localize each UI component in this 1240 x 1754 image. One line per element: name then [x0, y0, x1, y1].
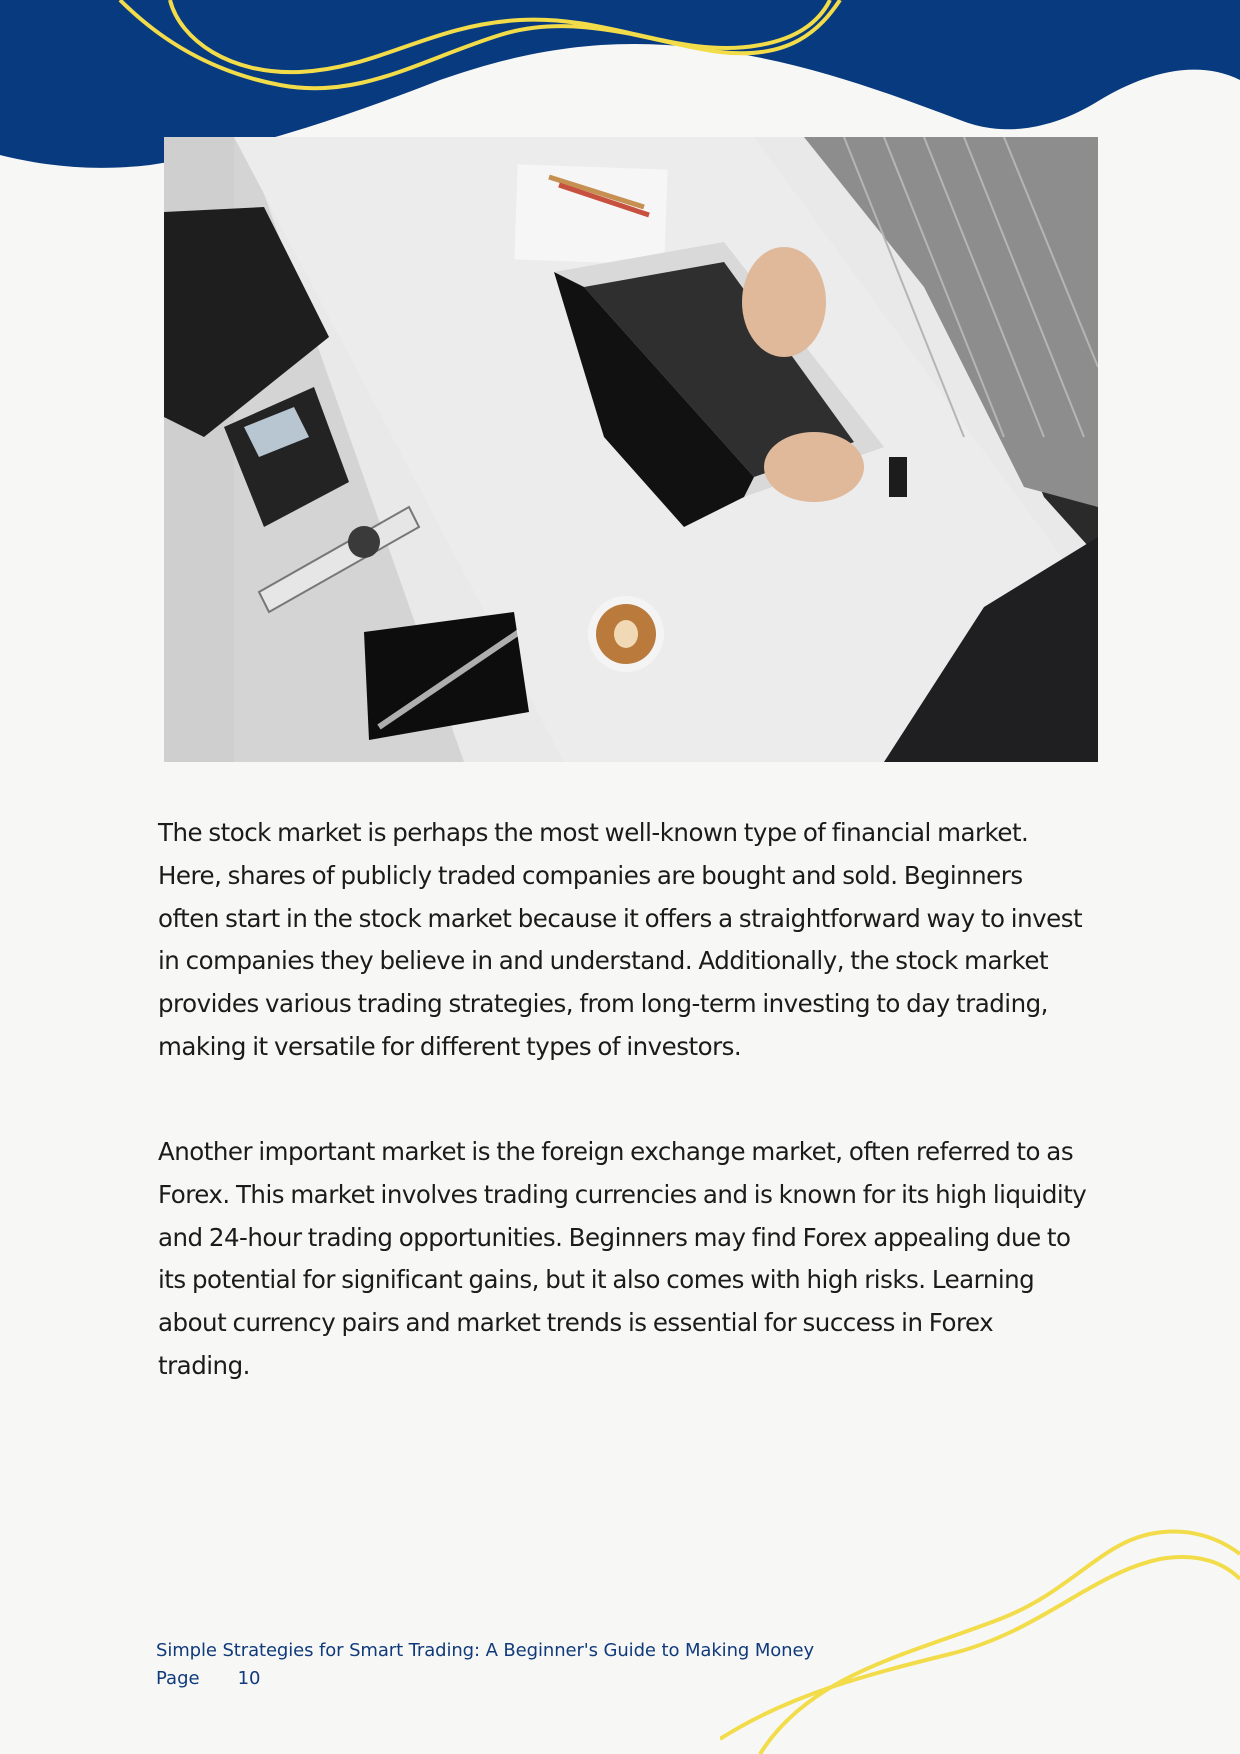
footer-page-number: 10 — [237, 1668, 261, 1689]
footer-book-title: Simple Strategies for Smart Trading: A Beginner's Guide to Making Money — [156, 1640, 815, 1661]
footer-page-indicator — [156, 1664, 814, 1694]
page-footer — [156, 1638, 814, 1694]
body-paragraph-forex: Another important market is the foreign exchange market, often referred to as Forex. This market involves trading currencies and is known for its high liquidity and 24-hour trading opportunities. Beginners may find Forex appealing due to its potential for significant gains, but it also comes with high risks. Learning about currency pairs and market trends is essential for success in Forex trading. — [158, 1137, 1087, 1380]
body-paragraph-stock-market: The stock market is perhaps the most well-known type of financial market. Here, shares of publicly traded companies are bought and sold. Beginners often start in the stock market because it offers a straightforward way to invest in companies they believe in and understand. Additionally, the stock market provides various trading strategies, from long-term investing to day trading, making it versatile for different types of investors. — [158, 818, 1083, 1061]
footer-page-label: Page — [156, 1668, 200, 1689]
office-desk-laptop-photo — [164, 137, 1098, 762]
